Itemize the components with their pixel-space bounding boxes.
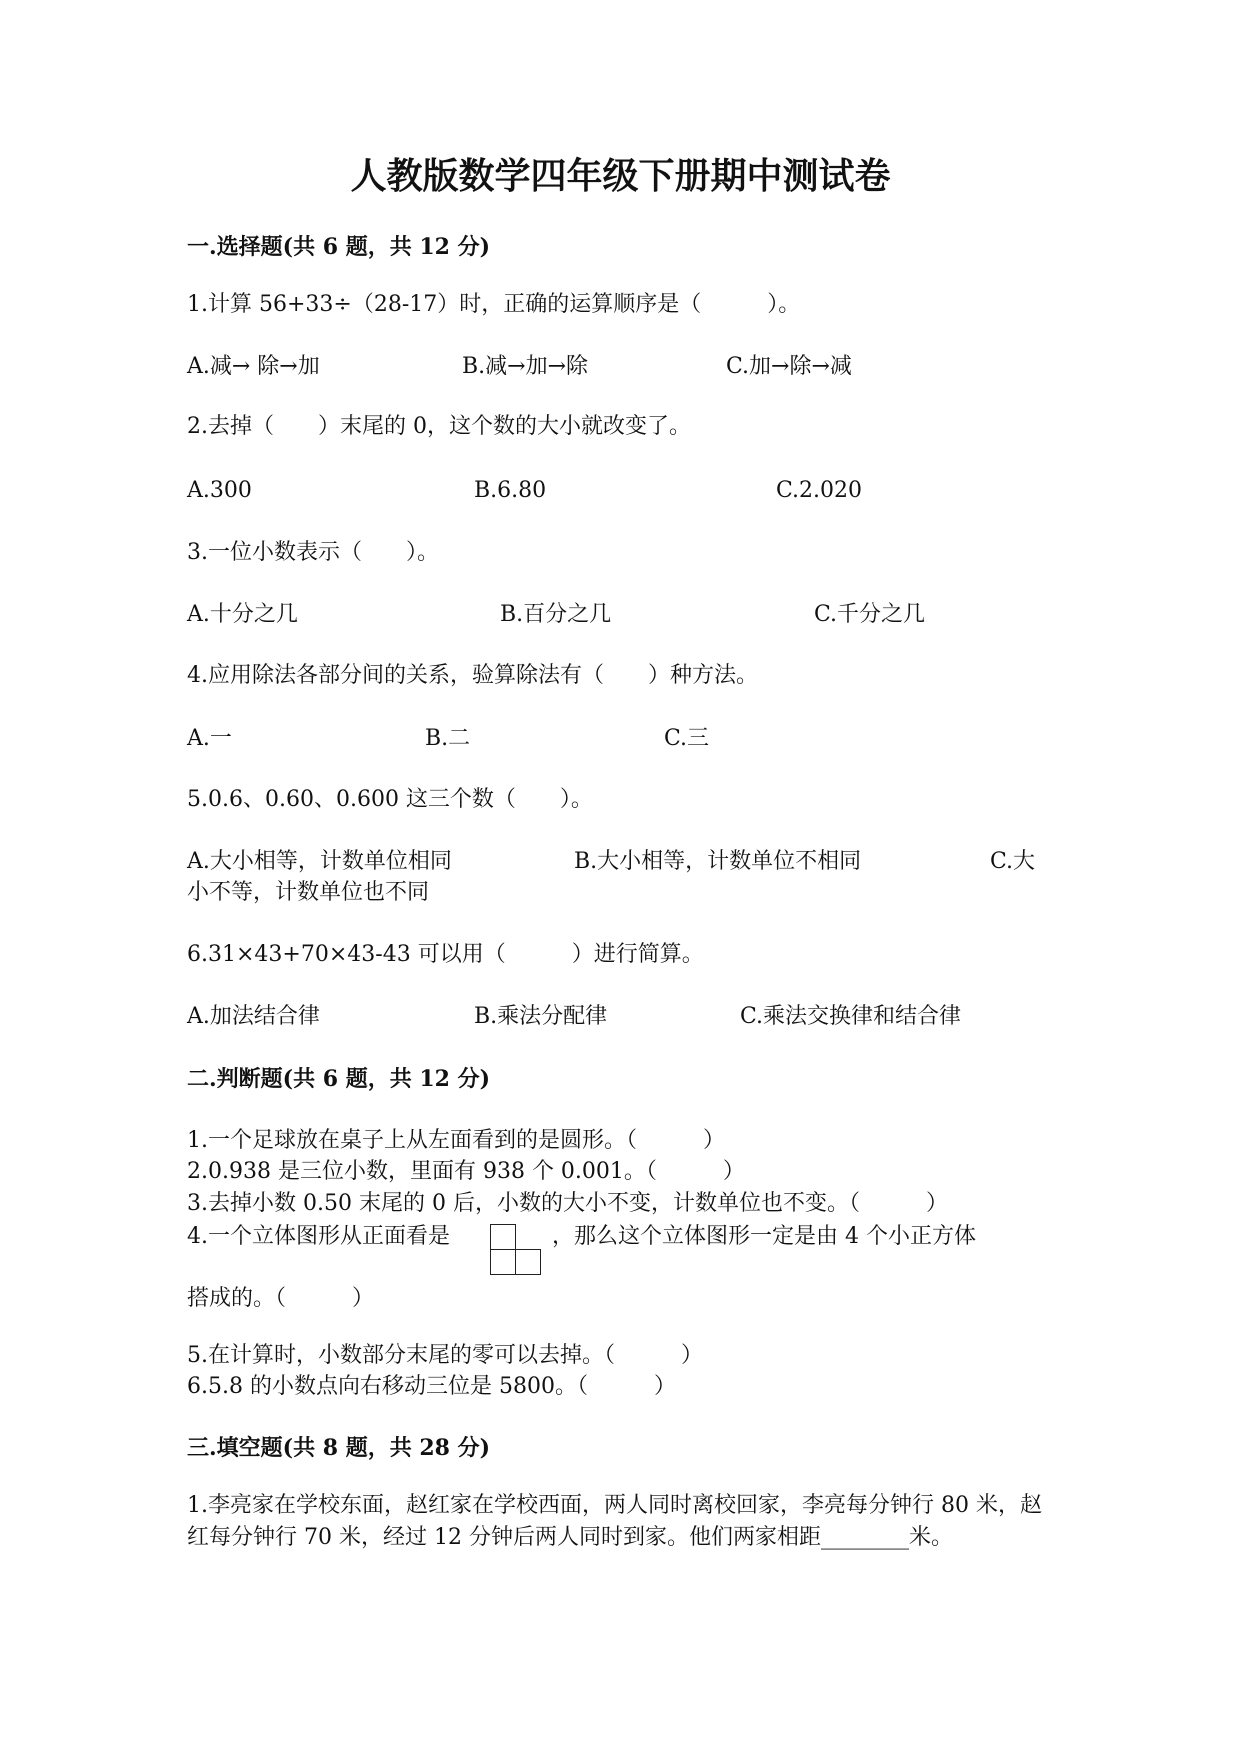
option-b: B.二 [425,726,471,751]
judge-item-continued: ，那么这个立体图形一定是由 4 个小正方体 [552,1224,976,1249]
option-a: A.加法结合律 [187,1004,320,1029]
option-b: B.乘法分配律 [474,1004,608,1029]
section-heading-fill: 三.填空题(共 8 题，共 28 分) [187,1435,491,1461]
cube-front-view-figure [490,1224,542,1276]
option-b: B.减→加→除 [462,354,589,379]
judge-item: 2.0.938 是三位小数，里面有 938 个 0.001。（ ） [187,1159,745,1184]
section-heading-choice: 一.选择题(共 6 题，共 12 分) [187,234,491,260]
judge-item: 3.去掉小数 0.50 末尾的 0 后，小数的大小不变，计数单位也不变。（ ） [187,1191,948,1216]
option-c: C.加→除→减 [726,354,852,379]
option-c: C.乘法交换律和结合律 [740,1004,962,1029]
fill-question-1: 1.李亮家在学校东面，赵红家在学校西面，两人同时离校回家，李亮每分钟行 80 米，赵红每分钟行 70 米，经过 12 分钟后两人同时到家。他们两家相距________米。 [187,1493,1042,1550]
option-c: C.大 [990,849,1036,874]
judge-item: 5.在计算时，小数部分末尾的零可以去掉。（ ） [187,1343,703,1368]
question-text: 4.应用除法各部分间的关系，验算除法有（ ）种方法。 [187,663,758,688]
option-c: C.千分之几 [814,602,926,627]
question-text: 3.一位小数表示（ ）。 [187,540,439,565]
section-heading-judge: 二.判断题(共 6 题，共 12 分) [187,1066,491,1092]
option-a: A.减→ 除→加 [187,354,320,379]
option-a: A.300 [187,478,252,503]
option-a: A.大小相等，计数单位相同 [187,849,452,874]
option-c-continued: 小不等，计数单位也不同 [187,880,430,905]
question-text: 6.31×43+70×43-43 可以用（ ）进行简算。 [187,942,704,967]
option-c: C.2.020 [776,478,863,503]
judge-item-continued: 搭成的。（ ） [187,1286,375,1311]
option-b: B.百分之几 [500,602,612,627]
judge-item: 4.一个立体图形从正面看是 [187,1224,450,1249]
question-text: 2.去掉（ ）末尾的 0，这个数的大小就改变了。 [187,414,691,439]
judge-item: 6.5.8 的小数点向右移动三位是 5800。（ ） [187,1374,676,1399]
question-text: 1.计算 56+33÷（28-17）时，正确的运算顺序是（ ）。 [187,292,801,317]
option-b: B.6.80 [474,478,547,503]
option-b: B.大小相等，计数单位不相同 [574,849,862,874]
page-title: 人教版数学四年级下册期中测试卷 [350,155,891,197]
question-text: 5.0.6、0.60、0.600 这三个数（ ）。 [187,787,593,812]
option-c: C.三 [664,726,710,751]
option-a: A.一 [187,726,232,751]
option-a: A.十分之几 [187,602,298,627]
judge-item: 1.一个足球放在桌子上从左面看到的是圆形。（ ） [187,1128,725,1153]
